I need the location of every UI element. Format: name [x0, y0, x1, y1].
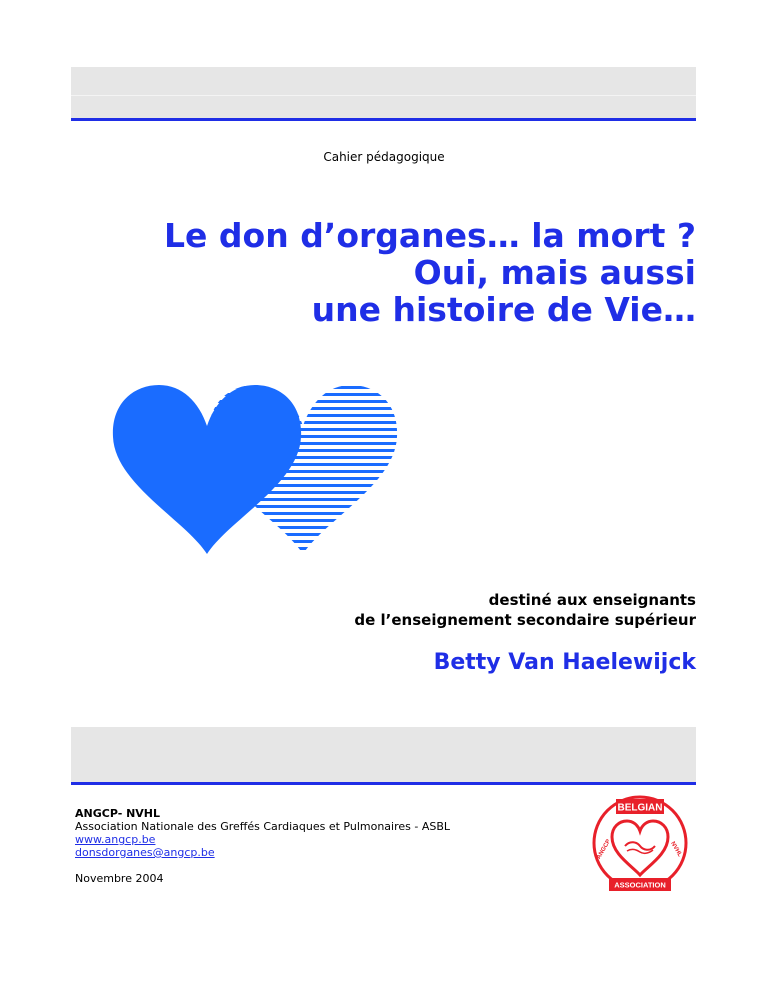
logo-bottom-text: ASSOCIATION — [614, 880, 666, 890]
audience-line-2: de l’enseignement secondaire supérieur — [354, 611, 696, 629]
title-line-2: Oui, mais aussi — [413, 253, 696, 292]
website-link[interactable]: www.angcp.be — [75, 833, 156, 846]
header-band-divider — [71, 95, 696, 96]
heart-solid — [113, 385, 301, 554]
footer-rule — [71, 782, 696, 785]
association-name: Association Nationale des Greffés Cardiaques et Pulmonaires - ASBL — [75, 820, 451, 833]
logo-right-text: NVHL — [669, 840, 683, 859]
logo-top-text: BELGIAN — [617, 802, 663, 814]
title-line-1: Le don d’organes… la mort ? — [164, 216, 696, 255]
audience-line-1: destiné aux enseignants — [488, 591, 696, 609]
org-acronym: ANGCP- NVHL — [75, 807, 161, 820]
heart-icon — [107, 382, 407, 558]
audience-text — [196, 590, 696, 630]
author-name: Betty Van Haelewijck — [433, 650, 696, 675]
document-subtitle: Cahier pédagogique — [323, 150, 445, 164]
footer-info — [75, 807, 525, 885]
footer-band — [71, 727, 696, 782]
heart-graphic — [107, 382, 407, 558]
title-line-3: une histoire de Vie… — [311, 290, 696, 329]
email-link[interactable]: donsdorganes@angcp.be — [75, 846, 215, 859]
belgian-association-logo — [585, 790, 695, 895]
publication-date: Novembre 2004 — [75, 872, 164, 885]
header-rule — [71, 118, 696, 121]
logo-left-text: ANGCP — [596, 838, 613, 861]
header-band — [71, 67, 696, 118]
page-title — [96, 217, 696, 328]
logo-graphic — [585, 790, 695, 895]
